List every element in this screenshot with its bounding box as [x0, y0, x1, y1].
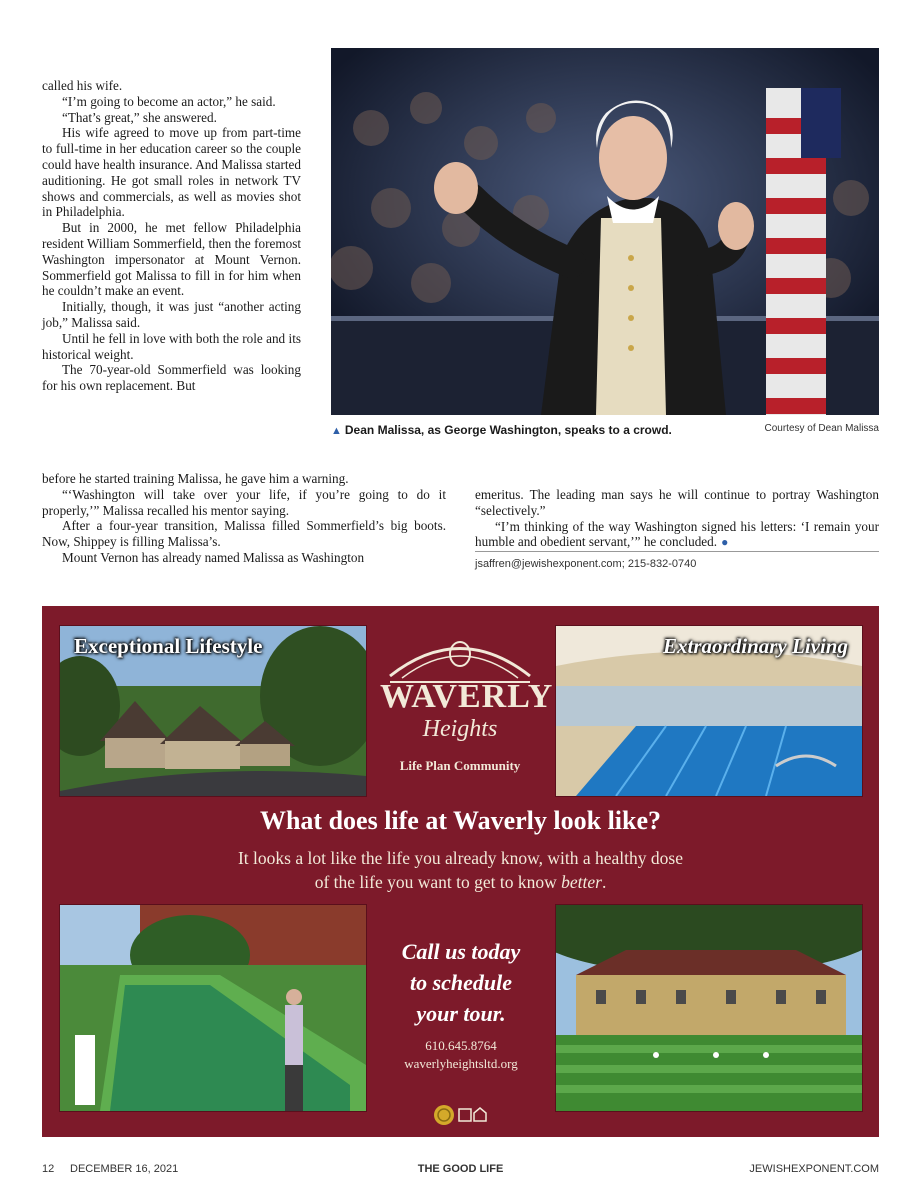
waverly-logo [380, 626, 554, 786]
ad-body-emphasis: better [561, 872, 602, 892]
photo-label: Extraordinary Living [663, 634, 848, 658]
logo-crest-icon [380, 626, 540, 686]
hero-photo [331, 48, 879, 415]
ad-photo-bocce [59, 904, 367, 1112]
paragraph: “‘Washington will take over your life, if you’re going to do it properly,’” Malissa recalled his mentor saying. [42, 486, 446, 518]
footer-site[interactable]: JEWISHEXPONENT.COM [749, 1163, 879, 1175]
article-column-left [42, 78, 301, 394]
ad-photo-homes [59, 625, 367, 797]
end-mark-icon: ● [721, 535, 729, 550]
paragraph: After a four-year transition, Malissa filled Sommerfield’s big boots. Now, Shippey is filling Malissa’s. [42, 518, 446, 550]
logo-tagline: Life Plan Community [399, 758, 521, 773]
photo-caption [331, 423, 672, 437]
ad-photo-croquet [555, 904, 863, 1112]
ad-headline: What does life at Waverly look like? [259, 806, 662, 835]
paragraph: Mount Vernon has already named Malissa as Washington [62, 549, 365, 565]
author-contact: jsaffren@jewishexponent.com; 215-832-0740 [475, 558, 697, 570]
logo-sub: Heights [422, 716, 498, 742]
paragraph: Initially, though, it was just “another acting job,” Malissa said. [42, 299, 301, 330]
paragraph: The 70-year-old Sommerfield was looking for his own replacement. But [42, 362, 301, 394]
paragraph: Until he fell in love with both the role and its historical weight. [42, 330, 301, 362]
ad-body-text: . [601, 872, 607, 892]
divider [475, 551, 879, 552]
paragraph: called his wife. [42, 78, 123, 93]
ad-cta-line: Call us today [401, 939, 521, 964]
logo-name: WAVERLY [380, 678, 554, 715]
ad-body-text: of the life you want to get to know [314, 872, 562, 892]
article-column-left-lower [42, 471, 446, 566]
paragraph: His wife agreed to move up from part-time to full-time in her education career so the couple could have health insurance. And Malissa started auditioning. He got small roles in network TV shows and commercials, as well as movies shot in Philadelphia. [42, 125, 301, 220]
ad-cta-line: your tour. [416, 1001, 506, 1026]
ad-cta-line: to schedule [409, 970, 513, 995]
footer-page-number: 12 [42, 1163, 55, 1175]
paragraph: emeritus. The leading man says he will continue to portray Washington “selectively.” [475, 487, 879, 518]
photo-credit: Courtesy of Dean Malissa [764, 423, 879, 434]
footer-section: THE GOOD LIFE [417, 1163, 504, 1175]
ad-website[interactable]: waverlyheightsltd.org [404, 1056, 518, 1071]
ad-photo-pool [555, 625, 863, 797]
paragraph-text: “I’m thinking of the way Washington signed his letters: ‘I remain your humble and obedient servant,’” he concluded. [475, 518, 879, 550]
washington-speaker-illustration [331, 48, 879, 415]
bocce-illustration [60, 905, 366, 1111]
ad-body-line [162, 870, 759, 894]
footer-date: DECEMBER 16, 2021 [70, 1163, 179, 1175]
paragraph [475, 519, 879, 552]
triangle-up-icon: ▲ [331, 425, 342, 437]
photo-label: Exceptional Lifestyle [74, 634, 263, 658]
article-column-right [475, 487, 879, 551]
ad-cta [378, 936, 544, 1029]
paragraph: before he started training Malissa, he gave him a warning. [42, 471, 349, 486]
paragraph: But in 2000, he met fellow Philadelphia resident William Sommerfield, then the foremost Washington impersonator at Mount Vernon. Sommerfield got Malissa to fill in for him when he couldn’t make an event. [42, 220, 301, 299]
ad-phone[interactable]: 610.645.8764 [425, 1038, 497, 1053]
caption-text: Dean Malissa, as George Washington, speaks to a crowd. [344, 423, 672, 437]
certification-badges [432, 1102, 488, 1128]
paragraph: “I’m going to become an actor,” he said. [62, 93, 276, 109]
croquet-illustration [556, 905, 862, 1111]
ad-body [162, 846, 759, 894]
ad-body-line: It looks a lot like the life you already know, with a healthy dose [237, 848, 683, 868]
waverly-heights-ad[interactable] [42, 606, 879, 1137]
paragraph: “That’s great,” she answered. [62, 109, 217, 125]
